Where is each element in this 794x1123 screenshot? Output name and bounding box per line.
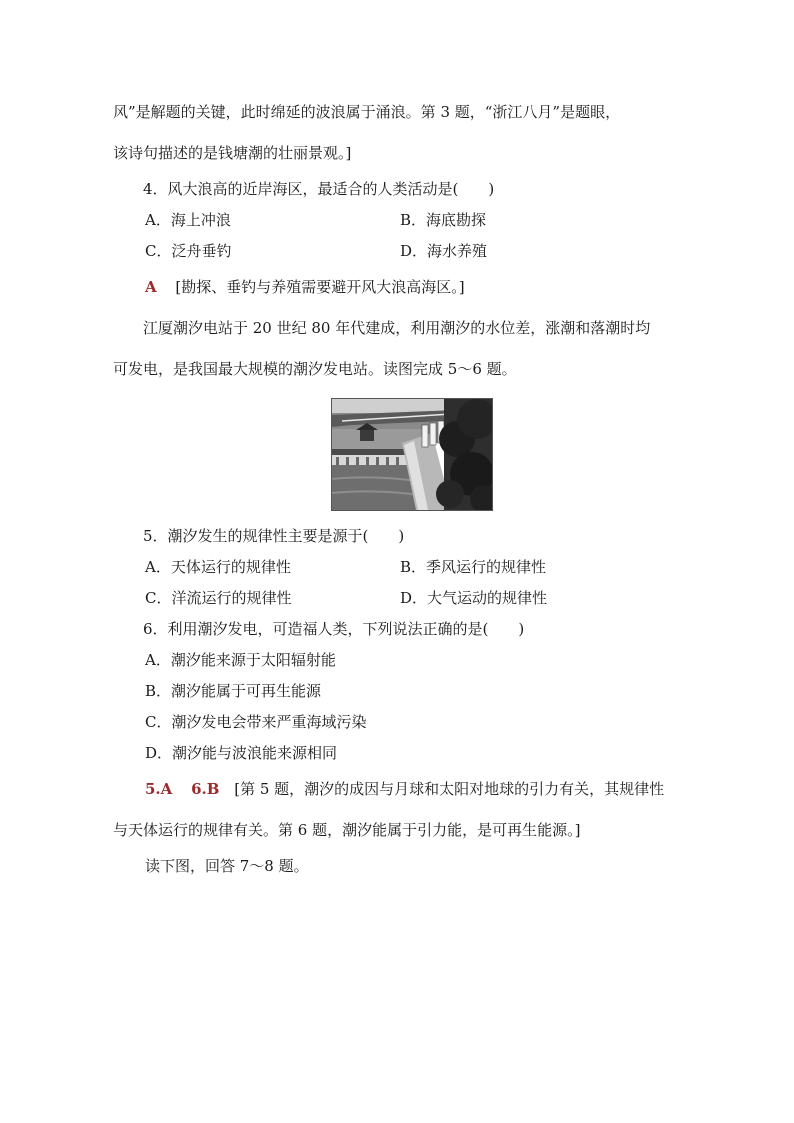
question-6-option-c: C．潮汐发电会带来严重海域污染 xyxy=(145,713,367,731)
question-5-options-row-1 xyxy=(145,557,705,577)
question-4-answer: A xyxy=(145,278,157,296)
question-5-stem: 5．潮汐发生的规律性主要是源于( ) xyxy=(143,527,405,545)
tidal-power-station-photo xyxy=(331,398,493,511)
question-4-explanation: [勘探、垂钓与养殖需要避开风大浪高海区。] xyxy=(175,278,465,296)
question-4-option-b: B．海底勘探 xyxy=(400,211,487,229)
answers-5-6-explanation-2: 与天体运行的规律有关。第 6 题，潮汐能属于引力能，是可再生能源。] xyxy=(113,821,581,839)
question-4-stem: 4．风大浪高的近岸海区，最适合的人类活动是( ) xyxy=(143,180,495,198)
passage-line-2: 可发电，是我国最大规模的潮汐发电站。读图完成 5～6 题。 xyxy=(113,360,517,378)
question-4-answer-line xyxy=(145,277,465,297)
question-4-option-a: A．海上冲浪 xyxy=(145,211,231,229)
answer-5: 5.A xyxy=(145,780,173,798)
read-next-instruction: 读下图，回答 7～8 题。 xyxy=(145,857,309,875)
question-4-option-c: C．泛舟垂钓 xyxy=(145,242,232,260)
explanation-continued-line-2: 该诗句描述的是钱塘潮的壮丽景观。] xyxy=(113,144,352,162)
question-5-option-c: C．洋流运行的规律性 xyxy=(145,589,292,607)
passage-line-1: 江厦潮汐电站于 20 世纪 80 年代建成，利用潮汐的水位差，涨潮和落潮时均 xyxy=(143,319,651,337)
question-5-option-d: D．大气运动的规律性 xyxy=(400,589,548,607)
question-5-options-row-2 xyxy=(145,588,705,608)
question-5-option-a: A．天体运行的规律性 xyxy=(145,558,291,576)
answer-6: 6.B xyxy=(191,780,220,798)
answers-5-6-explanation-1: [第 5 题，潮汐的成因与月球和太阳对地球的引力有关，其规律性 xyxy=(234,780,665,798)
explanation-continued-line-1: 风”是解题的关键，此时绵延的波浪属于涌浪。第 3 题，“浙江八月”是题眼， xyxy=(113,103,621,121)
question-6-option-b: B．潮汐能属于可再生能源 xyxy=(145,682,322,700)
question-5-option-b: B．季风运行的规律性 xyxy=(400,558,547,576)
question-4-options-row-1 xyxy=(145,210,705,230)
question-6-option-a: A．潮汐能来源于太阳辐射能 xyxy=(145,651,336,669)
question-6-option-d: D．潮汐能与波浪能来源相同 xyxy=(145,744,338,762)
question-6-stem: 6．利用潮汐发电，可造福人类，下列说法正确的是( ) xyxy=(143,620,525,638)
question-4-option-d: D．海水养殖 xyxy=(400,242,488,260)
question-4-options-row-2 xyxy=(145,241,705,261)
answers-5-6-line-1 xyxy=(145,779,664,799)
